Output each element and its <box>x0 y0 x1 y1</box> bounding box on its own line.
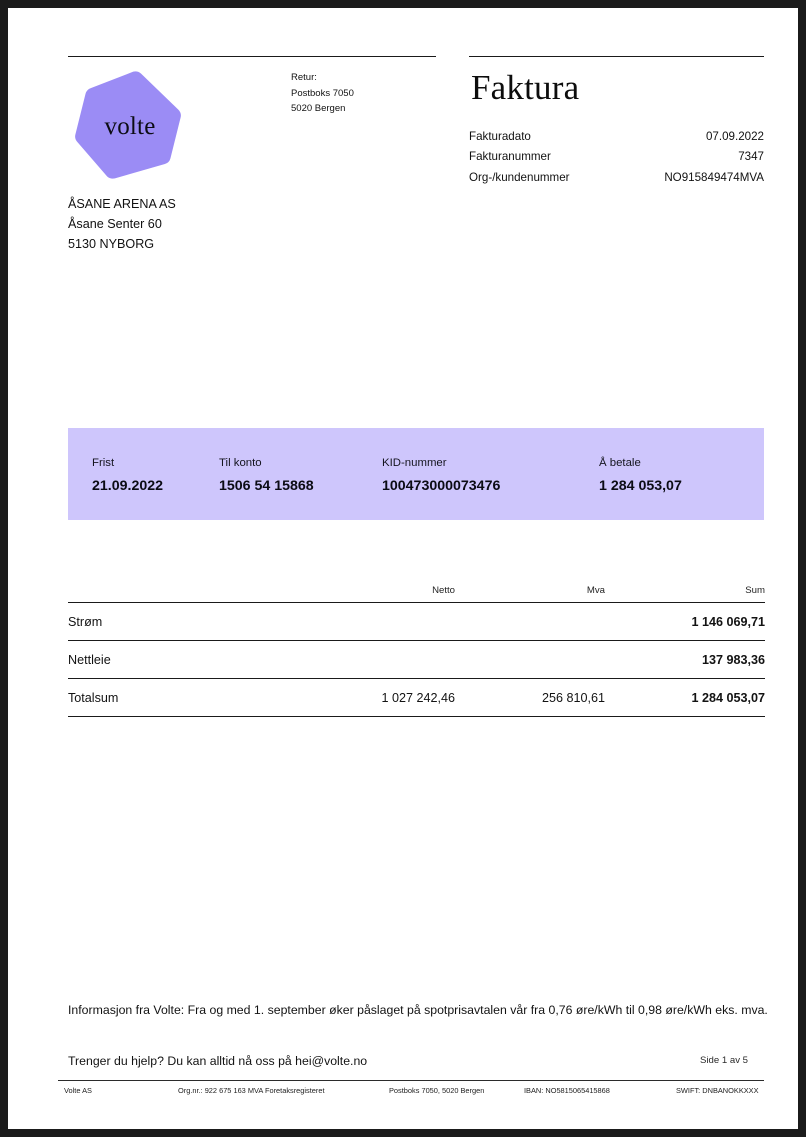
payment-amount-label: Å betale <box>599 457 641 469</box>
footer-swift: SWIFT: DNBANOKKXXX <box>676 1086 759 1095</box>
return-address-line-2: Postboks 7050 <box>291 87 354 99</box>
total-mva: 256 810,61 <box>541 690 605 705</box>
meta-row-invoice-date <box>469 127 764 147</box>
table-row <box>68 602 765 640</box>
row-description: Strøm <box>68 614 103 629</box>
footer-company: Volte AS <box>64 1086 92 1095</box>
payment-account-value: 1506 54 15868 <box>219 478 314 494</box>
payment-due-date-label: Frist <box>92 457 115 469</box>
footer-iban: IBAN: NO5815065415868 <box>524 1086 610 1095</box>
customer-city: 5130 NYBORG <box>68 237 155 251</box>
return-address-line-1: Retur: <box>291 72 317 83</box>
customer-street: Åsane Senter 60 <box>68 217 162 231</box>
meta-label-invoice-number: Fakturanummer <box>469 150 551 164</box>
header-rule-right <box>469 56 764 57</box>
meta-row-invoice-number <box>469 147 764 167</box>
payment-amount <box>599 455 682 497</box>
table-row-total <box>68 678 765 717</box>
table-row <box>68 640 765 678</box>
payment-due-date <box>92 455 163 497</box>
header-mva: Mva <box>586 584 605 596</box>
page-title: Faktura <box>471 68 580 107</box>
footer-address: Postboks 7050, 5020 Bergen <box>389 1086 485 1095</box>
meta-value-invoice-date: 07.09.2022 <box>705 130 764 143</box>
invoice-page <box>8 8 798 1129</box>
footer-divider <box>58 1080 764 1081</box>
footer-org-number: Org.nr.: 922 675 163 MVA Foretaksregisteret <box>178 1086 325 1095</box>
meta-label-org-number: Org-/kundenummer <box>469 170 570 184</box>
items-table <box>68 578 765 717</box>
payment-account-label: Til konto <box>219 457 262 469</box>
payment-kid <box>382 455 500 497</box>
meta-row-org-number <box>469 168 764 188</box>
table-header-row <box>68 578 765 602</box>
customer-address <box>68 194 176 254</box>
meta-label-invoice-date: Fakturadato <box>469 130 531 143</box>
payment-kid-value: 100473000073476 <box>382 478 501 494</box>
payment-banner <box>68 428 764 520</box>
logo-wordmark: volte <box>104 113 156 140</box>
meta-value-invoice-number: 7347 <box>738 150 764 164</box>
page-indicator: Side 1 av 5 <box>699 1055 748 1066</box>
volte-logo <box>64 64 192 188</box>
header-sum: Sum <box>745 584 765 596</box>
row-sum: 137 983,36 <box>701 652 765 667</box>
total-description: Totalsum <box>68 690 119 705</box>
payment-due-date-value: 21.09.2022 <box>92 478 164 494</box>
help-notice: Trenger du hjelp? Du kan alltid nå oss på hei@volte.no <box>68 1054 368 1068</box>
header-netto: Netto <box>432 584 455 596</box>
payment-account <box>219 455 314 497</box>
customer-name: ÅSANE ARENA AS <box>68 197 176 211</box>
header-rule-left <box>68 56 436 57</box>
return-address-line-3: 5020 Bergen <box>291 103 346 114</box>
payment-amount-value: 1 284 053,07 <box>599 478 682 494</box>
information-notice: Informasjon fra Volte: Fra og med 1. september øker påslaget på spotprisavtalen vår fra 0,76 øre/kWh til 0,98 øre/kWh eks. mva. <box>68 1003 768 1017</box>
row-description: Nettleie <box>68 652 111 667</box>
row-sum: 1 146 069,71 <box>691 614 765 629</box>
meta-value-org-number: NO915849474MVA <box>664 170 764 184</box>
footer-bar <box>58 1086 764 1102</box>
return-address <box>291 70 354 117</box>
invoice-meta <box>469 127 764 188</box>
payment-kid-label: KID-nummer <box>382 457 447 469</box>
total-netto: 1 027 242,46 <box>381 690 455 705</box>
total-sum: 1 284 053,07 <box>691 690 765 705</box>
